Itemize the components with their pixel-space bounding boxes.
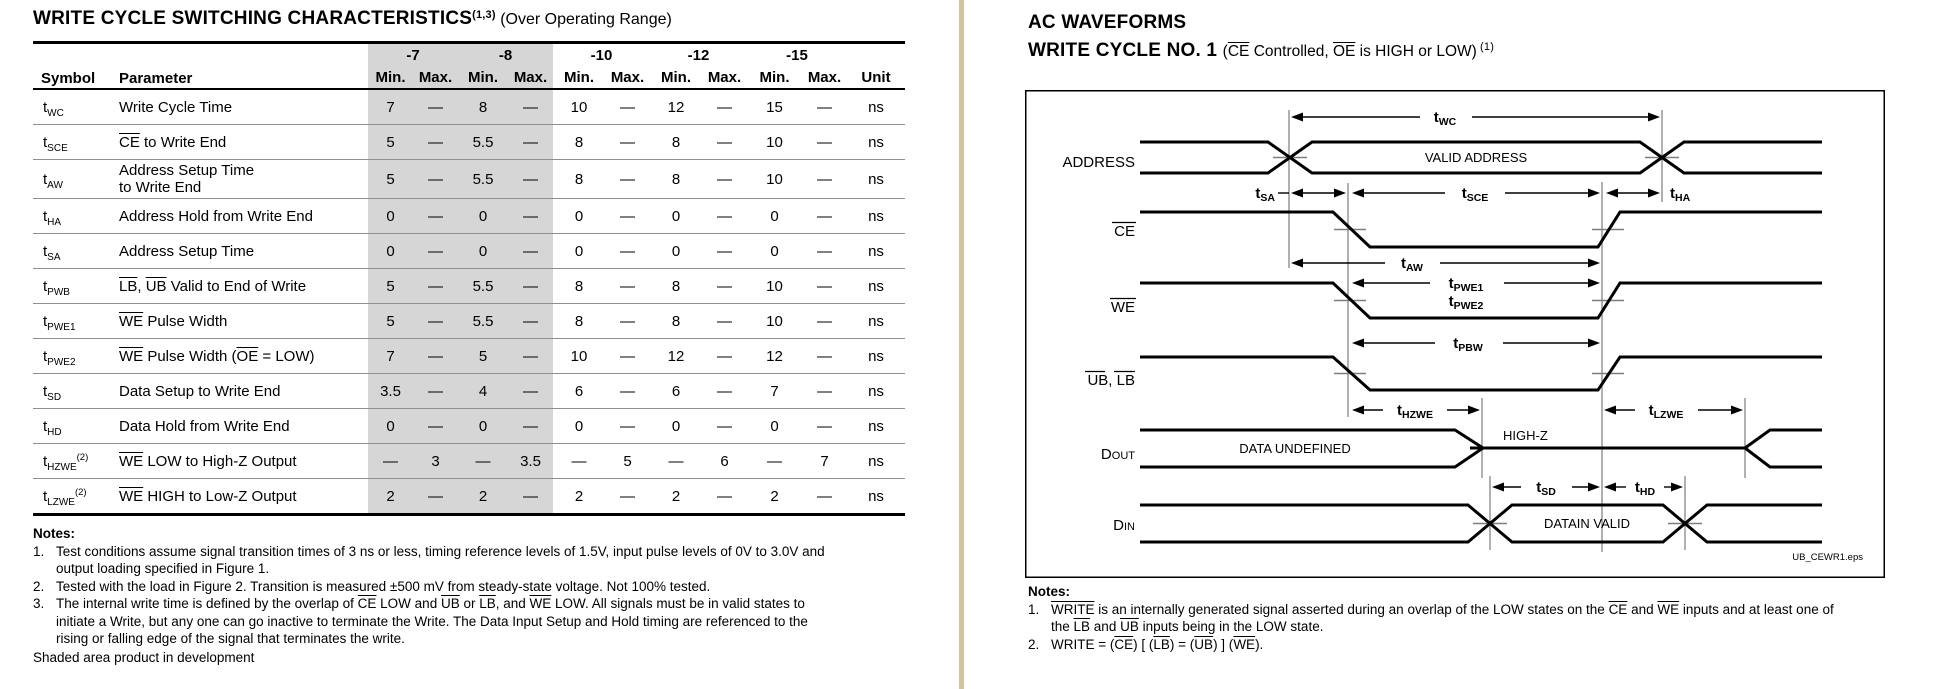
- value-cell: —: [508, 339, 553, 374]
- value-cell: —: [508, 304, 553, 339]
- value-cell: 5: [605, 444, 650, 479]
- note-number: 1.: [1028, 601, 1040, 617]
- unit-cell: ns: [847, 444, 905, 479]
- value-cell: —: [413, 160, 458, 199]
- value-cell: 8: [458, 89, 508, 125]
- value-cell: —: [413, 339, 458, 374]
- svg-text:tLZWE: $t_{LZWE}$: [1648, 402, 1684, 421]
- value-cell: —: [717, 98, 732, 116]
- min-header: Min.: [553, 66, 605, 89]
- value-cell: 5: [458, 339, 508, 374]
- parameter-header: Parameter: [113, 66, 368, 89]
- value-cell: 5.5: [458, 125, 508, 160]
- value-cell: —: [605, 409, 650, 444]
- value-cell: —: [702, 269, 747, 304]
- figure-filename: UB_CEWR1.eps: [1792, 552, 1863, 563]
- value-cell: 2: [368, 479, 413, 515]
- note-number: 2.: [33, 578, 45, 594]
- value-cell: 8: [650, 269, 702, 304]
- value-cell: 0: [650, 199, 702, 234]
- value-cell: —: [702, 409, 747, 444]
- write-cycle-heading: [1028, 40, 1494, 62]
- symbol-cell: $t_{PWE1}$: [33, 304, 113, 339]
- value-cell: —: [413, 89, 458, 125]
- write-cycle-superscript: (1): [1476, 41, 1495, 53]
- high-z-text: HIGH-Z: [1503, 428, 1548, 443]
- value-cell: 0: [747, 234, 802, 269]
- twc-arrow: [1291, 109, 1660, 128]
- svg-text:tSD: $t_{SD}$: [1536, 479, 1556, 498]
- svg-text:tHZWE: $t_{HZWE}$: [1397, 402, 1433, 421]
- symbol-cell: $t_{WC}$: [43, 98, 64, 119]
- value-cell: —: [413, 304, 458, 339]
- svg-text:tAW: $t_{AW}$: [1401, 255, 1423, 274]
- value-cell: —: [747, 444, 802, 479]
- value-cell: —: [605, 304, 650, 339]
- value-cell: 12: [747, 339, 802, 374]
- value-cell: 10: [747, 160, 802, 199]
- table-row: [33, 444, 905, 479]
- note-text: Test conditions assume signal transition times of 3 ns or less, timing reference levels of 1.5V, input pulse levels of 0V to 3.0V and output loading specified in Figure 1.: [56, 543, 825, 576]
- svg-text:tSCE: $t_{SCE}$: [1461, 185, 1489, 204]
- value-cell: 7: [368, 339, 413, 374]
- note-text: WRITE is an internally generated signal asserted during an overlap of the LOW states on the $\overline{CE}$ and $\overline{WE}$ inputs and at least one of the $\overline{LB}$ and $\overline{UB}$ inputs being in the LOW state.: [1051, 601, 1834, 634]
- value-cell: 5: [368, 304, 413, 339]
- note-number: 3.: [33, 596, 45, 611]
- value-cell: 2: [553, 479, 605, 515]
- value-cell: 5.5: [458, 304, 508, 339]
- value-cell: —: [508, 269, 553, 304]
- tlzwe-arrow: [1604, 402, 1743, 421]
- value-cell: 5: [368, 160, 413, 199]
- table-row: [33, 304, 905, 339]
- symbol-cell: $t_{SD}$: [33, 374, 113, 409]
- value-cell: 0: [458, 409, 508, 444]
- table-row: [33, 89, 905, 125]
- value-cell: 8: [650, 160, 702, 199]
- max-header: Max.: [605, 66, 650, 89]
- title-superscript: (1,3): [472, 9, 496, 21]
- symbol-cell: $t_{PWE2}$: [33, 339, 113, 374]
- value-cell: 12: [667, 98, 685, 116]
- ac-waveforms-heading: AC WAVEFORMS: [1028, 12, 1187, 33]
- value-cell: 8: [650, 125, 702, 160]
- grade-col--10: -10: [590, 46, 613, 64]
- datain-valid-text: DATAIN VALID: [1544, 516, 1630, 531]
- svg-text:tPWE1: $t_{PWE1}$: [1448, 275, 1484, 294]
- unit-cell: ns: [847, 269, 905, 304]
- parameter-cell: $\overline{WE}$ Pulse Width: [113, 304, 368, 339]
- value-cell: 0: [553, 234, 605, 269]
- value-cell: —: [553, 444, 605, 479]
- switching-characteristics-table: [33, 41, 905, 516]
- value-cell: —: [802, 234, 847, 269]
- note-number: 1.: [33, 543, 45, 559]
- parameter-cell: Data Setup to Write End: [113, 374, 368, 409]
- notes-heading: Notes:: [1028, 584, 1071, 599]
- svg-text:tHD: $t_{HD}$: [1634, 479, 1656, 498]
- ublb-waveform: [1140, 357, 1822, 390]
- note-item: [33, 578, 933, 596]
- ce-waveform: [1140, 212, 1822, 247]
- note-text: WRITE = $(\overline{CE})$ [ $(\overline{LB}) = (\overline{UB})$ ] $(\overline{WE})$.: [1051, 636, 1264, 652]
- value-cell: —: [702, 160, 747, 199]
- value-cell: —: [802, 374, 847, 409]
- parameter-cell: Data Hold from Write End: [113, 409, 368, 444]
- table-row: [33, 269, 905, 304]
- symbol-cell: $t_{HD}$: [33, 409, 113, 444]
- value-cell: 8: [553, 160, 605, 199]
- value-cell: —: [702, 199, 747, 234]
- grade-col--7: -7: [368, 43, 458, 67]
- unit-cell: ns: [847, 125, 905, 160]
- table-row: [33, 374, 905, 409]
- svg-text:tSA: $t_{SA}$: [1255, 185, 1275, 204]
- value-cell: —: [413, 234, 458, 269]
- value-cell: —: [702, 479, 747, 515]
- unit-cell: ns: [847, 199, 905, 234]
- symbol-cell: $t_{SCE}$: [33, 125, 113, 160]
- value-cell: 3.5: [368, 374, 413, 409]
- note-text: Tested with the load in Figure 2. Transition is measured ±500 mV from steady-state voltage. Not 100% tested.: [56, 578, 711, 594]
- data-undefined-text: DATA UNDEFINED: [1239, 441, 1351, 456]
- value-cell: 0: [458, 234, 508, 269]
- value-cell: —: [605, 125, 650, 160]
- value-cell: 10: [747, 269, 802, 304]
- value-cell: —: [413, 269, 458, 304]
- value-cell: 2: [458, 479, 508, 515]
- value-cell: 0: [650, 234, 702, 269]
- unit-cell: ns: [847, 304, 905, 339]
- left-column: [33, 8, 938, 666]
- value-cell: 8: [553, 125, 605, 160]
- table-row: [33, 199, 905, 234]
- thzwe-arrow: [1352, 402, 1480, 421]
- grade-col--15: -15: [786, 46, 808, 64]
- value-cell: —: [508, 374, 553, 409]
- thd-arrow: [1604, 479, 1683, 498]
- symbol-cell: $t_{SA}$: [33, 234, 113, 269]
- min-header: Min.: [650, 66, 702, 89]
- minmax-header-row: [33, 66, 905, 89]
- symbol-cell: $t_{HA}$: [33, 199, 113, 234]
- value-cell: 0: [553, 199, 605, 234]
- value-cell: —: [605, 269, 650, 304]
- value-cell: —: [802, 125, 847, 160]
- value-cell: 7: [802, 444, 847, 479]
- min-header: Min.: [747, 66, 802, 89]
- value-cell: —: [413, 125, 458, 160]
- tha-arrow: [1606, 185, 1691, 204]
- max-header: Max.: [413, 66, 458, 89]
- value-cell: —: [508, 409, 553, 444]
- left-notes: [33, 525, 933, 666]
- parameter-cell: $\overline{LB}$, $\overline{UB}$ Valid to End of Write: [113, 269, 368, 304]
- value-cell: 0: [553, 409, 605, 444]
- value-cell: —: [802, 269, 847, 304]
- value-cell: 0: [368, 199, 413, 234]
- column-divider: [959, 0, 964, 689]
- unit-header: Unit: [847, 66, 905, 89]
- table-row: [33, 125, 905, 160]
- value-cell: 8: [553, 304, 605, 339]
- value-cell: 0: [650, 409, 702, 444]
- value-cell: 4: [458, 374, 508, 409]
- right-notes: [1028, 583, 1923, 653]
- shaded-area-note: Shaded area product in development: [33, 649, 255, 665]
- value-cell: 15: [766, 98, 783, 116]
- value-cell: —: [508, 160, 553, 199]
- value-cell: —: [702, 234, 747, 269]
- table-row: [33, 479, 905, 515]
- note-number: 2.: [1028, 636, 1040, 652]
- unit-cell: ns: [847, 409, 905, 444]
- value-cell: —: [508, 479, 553, 515]
- valid-address-text: VALID ADDRESS: [1424, 150, 1528, 165]
- grade-col--12: -12: [687, 46, 710, 64]
- note-text: The internal write time is defined by the overlap of $\overline{CE}$ LOW and $\overline{UB}$ or $\overline{LB}$, and $\overline{WE}$ LOW. All signals must be in valid states to initiate a Write, but any one can go inactive to terminate the Write. The Data Input Setup and Hold timing are referenced to the rising or falling edge of the signal that terminates the write.: [56, 596, 808, 646]
- value-cell: 12: [650, 339, 702, 374]
- value-cell: 7: [747, 374, 802, 409]
- unit-cell: ns: [847, 374, 905, 409]
- we-label: WE: [1110, 299, 1135, 316]
- value-cell: —: [605, 234, 650, 269]
- symbol-header: Symbol: [33, 66, 113, 89]
- value-cell: 0: [747, 199, 802, 234]
- grade-header-row: [33, 43, 905, 67]
- value-cell: 5: [368, 125, 413, 160]
- value-cell: —: [702, 304, 747, 339]
- value-cell: —: [413, 374, 458, 409]
- value-cell: 0: [458, 199, 508, 234]
- value-cell: —: [413, 199, 458, 234]
- title-main: WRITE CYCLE SWITCHING CHARACTERISTICS: [33, 8, 473, 29]
- tsce-arrow: [1352, 185, 1600, 204]
- value-cell: 8: [650, 304, 702, 339]
- value-cell: —: [702, 374, 747, 409]
- unit-cell: ns: [868, 98, 884, 116]
- parameter-cell: $\overline{CE}$ to Write End: [113, 125, 368, 160]
- max-header: Max.: [702, 66, 747, 89]
- value-cell: 7: [368, 89, 413, 125]
- title-suffix: (Over Operating Range): [495, 11, 672, 28]
- value-cell: 3.5: [508, 444, 553, 479]
- ublb-label: UB, LB: [1087, 372, 1135, 389]
- value-cell: —: [508, 89, 553, 125]
- value-cell: 10: [570, 98, 588, 116]
- value-cell: 10: [553, 339, 605, 374]
- dout-label: DOUT: [1100, 446, 1135, 463]
- value-cell: 0: [747, 409, 802, 444]
- parameter-cell: $\overline{WE}$ LOW to High-Z Output: [113, 444, 368, 479]
- value-cell: —: [605, 160, 650, 199]
- tpbw-arrow: [1352, 335, 1600, 354]
- svg-text:tHA: $t_{HA}$: [1670, 185, 1691, 204]
- min-header: Min.: [458, 66, 508, 89]
- value-cell: 5.5: [458, 269, 508, 304]
- note-item: [1028, 636, 1923, 654]
- address-label: ADDRESS: [1062, 154, 1135, 171]
- symbol-cell: $t_{AW}$: [33, 160, 113, 199]
- value-cell: 6: [650, 374, 702, 409]
- svg-text:tPBW: $t_{PBW}$: [1453, 335, 1483, 354]
- value-cell: 6: [702, 444, 747, 479]
- value-cell: —: [802, 199, 847, 234]
- unit-cell: ns: [847, 339, 905, 374]
- value-cell: —: [605, 374, 650, 409]
- symbol-cell: $t_{LZWE}^{(2)}$: [33, 479, 113, 515]
- value-cell: —: [605, 479, 650, 515]
- value-cell: 0: [368, 409, 413, 444]
- value-cell: —: [508, 199, 553, 234]
- value-cell: —: [368, 444, 413, 479]
- taw-arrow: [1291, 255, 1600, 274]
- value-cell: —: [413, 409, 458, 444]
- value-cell: —: [508, 125, 553, 160]
- value-cell: —: [702, 125, 747, 160]
- ce-label: CE: [1114, 223, 1135, 240]
- symbol-cell: $t_{HZWE}^{(2)}$: [33, 444, 113, 479]
- value-cell: —: [702, 339, 747, 374]
- value-cell: —: [817, 98, 832, 116]
- value-cell: 10: [747, 304, 802, 339]
- value-cell: —: [802, 479, 847, 515]
- page-title: [33, 8, 938, 30]
- value-cell: 3: [413, 444, 458, 479]
- din-label: DIN: [1113, 517, 1135, 534]
- value-cell: —: [802, 304, 847, 339]
- unit-cell: ns: [847, 160, 905, 199]
- value-cell: 5: [368, 269, 413, 304]
- note-item: [33, 543, 933, 578]
- tsa-arrow: [1255, 185, 1346, 204]
- note-item: [1028, 601, 1923, 636]
- timing-diagram-svg: [1025, 90, 1885, 578]
- value-cell: 8: [553, 269, 605, 304]
- min-header: Min.: [368, 66, 413, 89]
- parameter-cell: $\overline{WE}$ HIGH to Low-Z Output: [113, 479, 368, 515]
- value-cell: —: [508, 234, 553, 269]
- value-cell: —: [458, 444, 508, 479]
- value-cell: —: [802, 160, 847, 199]
- value-cell: 2: [650, 479, 702, 515]
- note-item: [33, 595, 933, 648]
- value-cell: 2: [747, 479, 802, 515]
- tsd-arrow: [1492, 479, 1600, 498]
- value-cell: —: [605, 199, 650, 234]
- max-header: Max.: [508, 66, 553, 89]
- table-row: [33, 409, 905, 444]
- parameter-cell: Address Hold from Write End: [113, 199, 368, 234]
- write-cycle-title: WRITE CYCLE NO. 1: [1028, 40, 1223, 61]
- value-cell: 5.5: [458, 160, 508, 199]
- value-cell: —: [802, 409, 847, 444]
- signal-labels: [1062, 154, 1136, 534]
- table-row: [33, 160, 905, 199]
- svg-text:tPWE2: $t_{PWE2}$: [1448, 293, 1484, 312]
- svg-text:tWC: $t_{WC}$: [1433, 109, 1457, 128]
- table-row: [33, 339, 905, 374]
- value-cell: 6: [553, 374, 605, 409]
- grade-col--8: -8: [458, 43, 553, 67]
- table-row: [33, 234, 905, 269]
- value-cell: 10: [747, 125, 802, 160]
- parameter-cell: Address Setup Time: [113, 234, 368, 269]
- value-cell: —: [605, 339, 650, 374]
- notes-heading: Notes:: [33, 526, 76, 541]
- symbol-cell: $t_{PWB}$: [33, 269, 113, 304]
- parameter-cell: Address Setup Time to Write End: [113, 160, 368, 199]
- write-cycle-condition: ($\overline{CE}$ Controlled, $\overline{OE}$ is HIGH or LOW): [1222, 43, 1477, 60]
- unit-cell: ns: [847, 479, 905, 515]
- value-cell: 0: [368, 234, 413, 269]
- value-cell: —: [650, 444, 702, 479]
- parameter-cell: Write Cycle Time: [119, 98, 233, 116]
- value-cell: —: [620, 98, 635, 116]
- value-cell: —: [802, 339, 847, 374]
- timing-diagram: [1025, 90, 1885, 578]
- max-header: Max.: [802, 66, 847, 89]
- parameter-cell: $\overline{WE}$ Pulse Width $(\overline{OE} = LOW)$: [113, 339, 368, 374]
- tpwe-arrows: [1352, 275, 1600, 312]
- value-cell: —: [413, 479, 458, 515]
- unit-cell: ns: [847, 234, 905, 269]
